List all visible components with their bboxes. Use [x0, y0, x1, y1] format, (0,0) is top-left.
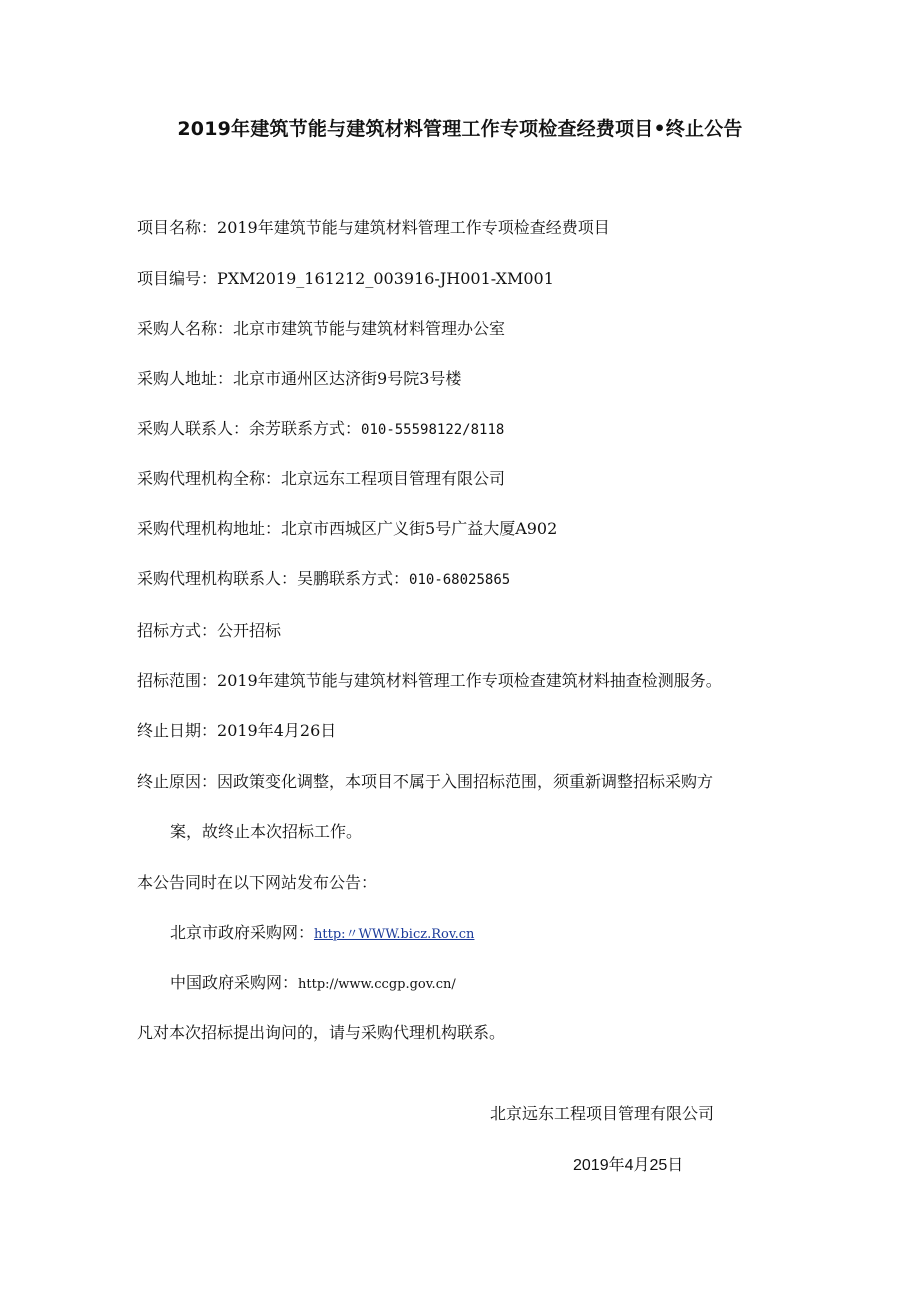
purchaser-address-label: 采购人地址：	[137, 369, 234, 388]
tender-scope-value: 2019年建筑节能与建筑材料管理工作专项检查建筑材料抽查检测服务。	[217, 671, 722, 690]
project-number-line	[137, 268, 554, 290]
site2-url: http://www.ccgp.gov.cn/	[298, 977, 456, 992]
agency-contact-line	[137, 568, 510, 591]
project-number-label: 项目编号：	[137, 269, 218, 288]
purchaser-address-value: 北京市通州区达济街9号院3号楼	[233, 369, 462, 388]
purchaser-contact-label: 采购人联系人：	[137, 419, 250, 438]
purchaser-contact-line	[137, 418, 504, 441]
termination-reason-continuation	[170, 821, 362, 843]
tender-method-value: 公开招标	[217, 621, 282, 640]
agency-contact-value: 吴鹏联系方式：	[297, 569, 410, 588]
purchaser-contact-value: 余芳联系方式：	[249, 419, 362, 438]
document-title: 2019年建筑节能与建筑材料管理工作专项检查经费项目•终止公告	[177, 118, 743, 140]
signature-date: 2019年4月25日	[573, 1157, 684, 1174]
agency-contact-phone: 010-68025865	[409, 572, 511, 588]
tender-scope-label: 招标范围：	[137, 671, 218, 690]
termination-date-label: 终止日期：	[137, 721, 218, 740]
tender-method-label: 招标方式：	[137, 621, 218, 640]
signature-company: 北京远东工程项目管理有限公司	[490, 1104, 715, 1123]
purchaser-name-label: 采购人名称：	[137, 319, 234, 338]
agency-address-value: 北京市西城区广义街5号广益大厦A902	[281, 519, 558, 538]
purchaser-contact-phone: 010-55598122/8118	[361, 422, 505, 438]
termination-reason-value-2: 案，故终止本次招标工作。	[170, 822, 363, 841]
purchaser-name-line	[137, 318, 505, 340]
termination-date-line	[137, 720, 336, 742]
publish-site-2	[170, 972, 456, 996]
termination-reason-value-1: 因政策变化调整，本项目不属于入围招标范围，须重新调整招标采购方	[217, 772, 714, 791]
agency-name-value: 北京远东工程项目管理有限公司	[281, 469, 506, 488]
site2-label: 中国政府采购网：	[170, 973, 299, 992]
termination-reason-label: 终止原因：	[137, 772, 218, 791]
project-number-value: PXM2019_161212_003916-JH001-XM001	[217, 269, 554, 288]
agency-name-line	[137, 468, 505, 490]
publish-site-1	[170, 922, 474, 946]
agency-contact-label: 采购代理机构联系人：	[137, 569, 298, 588]
closing-note: 凡对本次招标提出询问的，请与采购代理机构联系。	[137, 1023, 506, 1042]
purchaser-address-line	[137, 368, 461, 390]
agency-name-label: 采购代理机构全称：	[137, 469, 282, 488]
tender-method-line	[137, 620, 281, 642]
agency-address-line	[137, 518, 557, 540]
termination-date-value: 2019年4月26日	[217, 721, 337, 740]
termination-reason-line	[137, 771, 713, 793]
site1-label: 北京市政府采购网：	[170, 923, 315, 942]
purchaser-name-value: 北京市建筑节能与建筑材料管理办公室	[233, 319, 506, 338]
publish-intro: 本公告同时在以下网站发布公告：	[137, 873, 378, 892]
project-name-line	[137, 217, 610, 239]
project-name-label: 项目名称：	[137, 218, 218, 237]
project-name-value: 2019年建筑节能与建筑材料管理工作专项检查经费项目	[217, 218, 610, 237]
tender-scope-line	[137, 670, 722, 692]
agency-address-label: 采购代理机构地址：	[137, 519, 282, 538]
site1-link[interactable]: http:〃WWW.bicz.Rov.cn	[314, 927, 475, 942]
